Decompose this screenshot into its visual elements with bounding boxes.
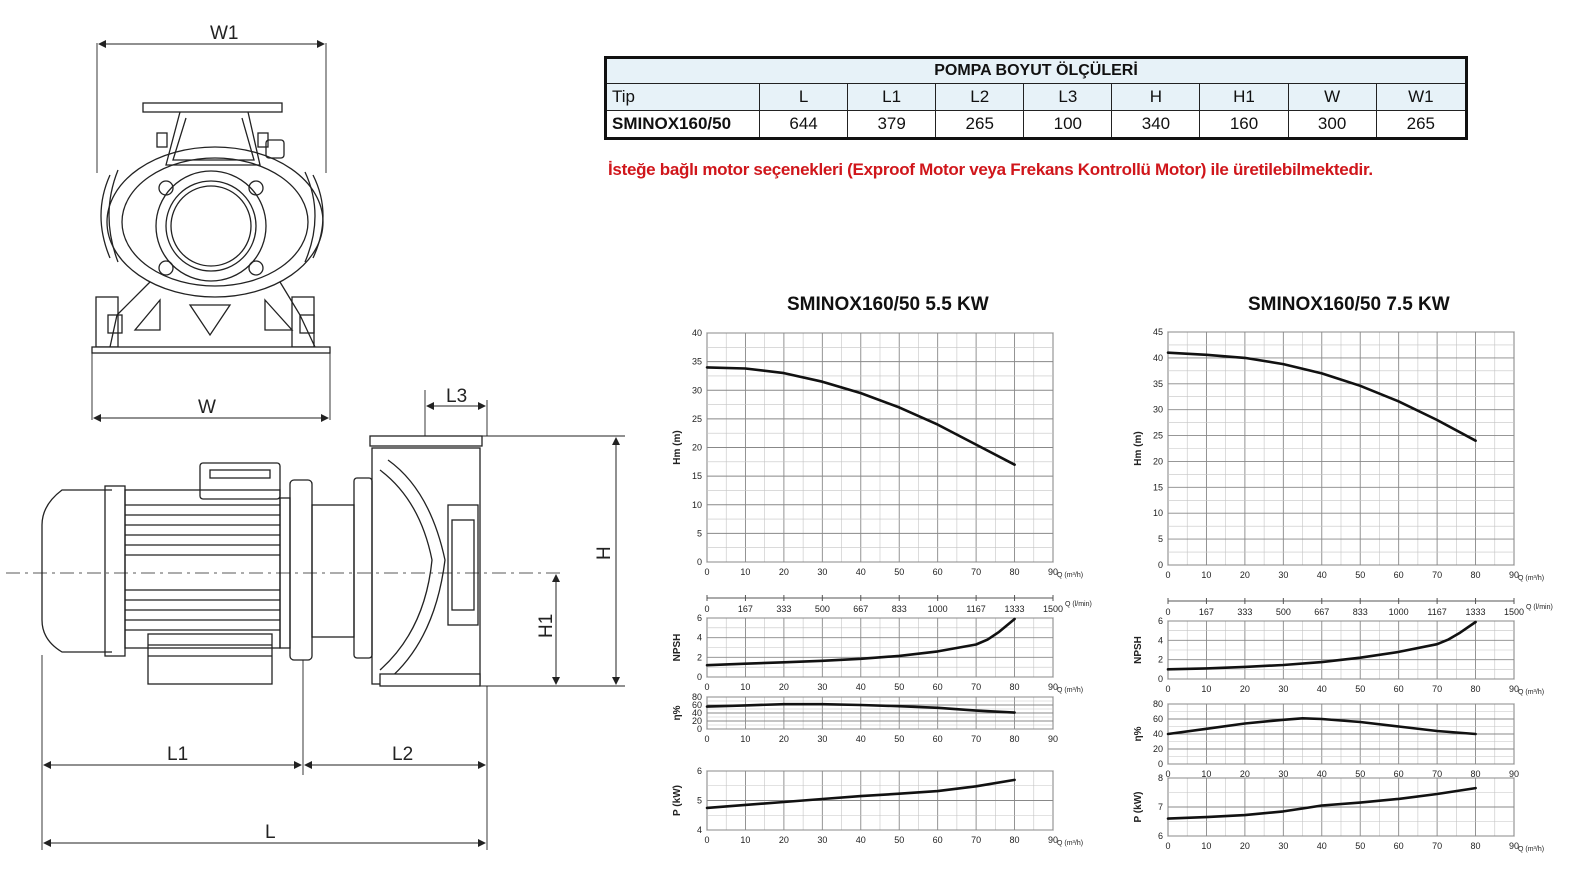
chart-5-5kw-npsh-ytick-label: 2 bbox=[696, 652, 702, 663]
chart-5-5kw-head-ytick-label: 30 bbox=[691, 385, 702, 396]
cell-l2: 265 bbox=[936, 111, 1024, 139]
chart-5-5kw-lmin-tick-label: 333 bbox=[776, 604, 792, 614]
chart-7-5kw-head-xtick-label: 10 bbox=[1201, 570, 1212, 580]
header-l: L bbox=[760, 84, 848, 111]
dim-label-l3: L3 bbox=[446, 386, 468, 407]
chart-5-5kw-efficiency-ytick-label: 40 bbox=[691, 708, 702, 718]
chart-5-5kw-head-xunit: Q (m³/h) bbox=[1057, 572, 1084, 579]
chart-5-5kw-npsh-xtick-label: 90 bbox=[1047, 682, 1059, 692]
cell-w: 300 bbox=[1288, 111, 1376, 139]
header-w1: W1 bbox=[1376, 84, 1466, 111]
chart-5-5kw-efficiency-xtick-label: 20 bbox=[778, 734, 789, 744]
cell-tip: SMINOX160/50 bbox=[606, 111, 760, 139]
chart-5-5kw-power-xtick-label: 50 bbox=[894, 835, 905, 845]
chart-5-5kw-npsh-xtick-label: 20 bbox=[778, 682, 789, 692]
chart-7-5kw-head-xunit: Q (m³/h) bbox=[1518, 575, 1545, 582]
chart-5-5kw-lmin-tick-label: 167 bbox=[737, 604, 753, 614]
chart-5-5kw-power-xtick-label: 60 bbox=[932, 835, 943, 845]
chart-5-5kw-power-xtick-label: 70 bbox=[971, 835, 982, 845]
chart-5-5kw-efficiency-xtick-label: 50 bbox=[894, 734, 905, 744]
chart-5-5kw-power-xtick-label: 30 bbox=[817, 835, 828, 845]
chart-7-5kw-head-ytick-label: 25 bbox=[1152, 430, 1163, 441]
chart-7-5kw-lmin-tick-label: 1167 bbox=[1427, 607, 1447, 617]
chart-7-5kw-head-ytick-label: 10 bbox=[1152, 508, 1163, 519]
chart-7-5kw-power-ytick-label: 7 bbox=[1157, 802, 1163, 812]
dim-label-l1: L1 bbox=[167, 744, 189, 765]
chart-7-5kw-efficiency-ytick-label: 80 bbox=[1152, 699, 1163, 709]
chart-7-5kw-efficiency-xtick-label: 0 bbox=[1165, 769, 1171, 779]
chart-7-5kw-head-ytick-label: 20 bbox=[1152, 456, 1163, 467]
cell-l1: 379 bbox=[848, 111, 936, 139]
chart-5-5kw-head-ylabel: Hm (m) bbox=[672, 430, 683, 465]
chart-5-5kw-lmin-tick-label: 833 bbox=[891, 604, 907, 614]
chart-7-5kw-head-ylabel: Hm (m) bbox=[1133, 431, 1144, 466]
chart-7-5kw-head-ytick-label: 15 bbox=[1152, 482, 1163, 493]
motor-options-note: İsteğe bağlı motor seçenekleri (Exproof Motor veya Frekans Kontrollü Motor) ile üretilebilmektedir. bbox=[608, 160, 1373, 179]
cell-w1: 265 bbox=[1376, 111, 1466, 139]
chart-7-5kw-efficiency-xtick-label: 80 bbox=[1470, 769, 1481, 779]
chart-5-5kw-npsh-xtick-label: 0 bbox=[704, 682, 710, 692]
chart-5-5kw-efficiency-ytick-label: 80 bbox=[691, 692, 702, 702]
chart-5-5kw-power-xtick-label: 20 bbox=[778, 835, 789, 845]
chart-5-5kw-head-ytick-label: 5 bbox=[696, 528, 702, 539]
chart-7-5kw-head-ytick-label: 45 bbox=[1152, 327, 1163, 337]
dim-label-h1: H1 bbox=[536, 613, 557, 638]
chart-5-5kw-power-xtick-label: 0 bbox=[704, 835, 710, 845]
chart-7-5kw-lmin-tick-label: 0 bbox=[1165, 607, 1171, 617]
chart-5-5kw-lmin-tick-label: 0 bbox=[704, 604, 710, 614]
chart-7-5kw-npsh-xtick-label: 30 bbox=[1278, 684, 1289, 694]
chart-7-5kw-efficiency-xtick-label: 50 bbox=[1355, 769, 1366, 779]
cell-l3: 100 bbox=[1024, 111, 1112, 139]
chart-7-5kw-lmin-tick-label: 500 bbox=[1275, 607, 1291, 617]
chart-5-5kw-head-xtick-label: 50 bbox=[894, 567, 905, 577]
chart-5-5kw-npsh-ylabel: NPSH bbox=[672, 633, 683, 662]
chart-5-5kw-npsh-xtick-label: 80 bbox=[1009, 682, 1020, 692]
chart-7-5kw-efficiency-xtick-label: 10 bbox=[1201, 769, 1212, 779]
chart-7-5kw-lmin-tick-label: 167 bbox=[1198, 607, 1214, 617]
dim-label-h: H bbox=[594, 546, 615, 560]
chart-5-5kw-head-xtick-label: 0 bbox=[704, 567, 710, 577]
chart-5-5kw-lmin-tick-label: 1500 bbox=[1042, 604, 1064, 614]
chart-5-5kw-head-ytick-label: 40 bbox=[691, 328, 702, 338]
chart-5-5kw-npsh-xtick-label: 60 bbox=[932, 682, 943, 692]
chart-5-5kw-lmin-tick-label: 1167 bbox=[966, 604, 986, 614]
chart-5-5kw-head-ytick-label: 35 bbox=[691, 356, 702, 367]
chart-7-5kw-power-xunit: Q (m³/h) bbox=[1518, 846, 1545, 853]
chart-5-5kw-head-ytick-label: 10 bbox=[691, 499, 702, 510]
chart-5-5kw-lmin-tick-label: 667 bbox=[853, 604, 869, 614]
chart-5-5kw-head-xtick-label: 40 bbox=[855, 567, 866, 577]
chart-5-5kw-npsh-xtick-label: 40 bbox=[855, 682, 866, 692]
chart-5-5kw-head-xtick-label: 60 bbox=[932, 567, 943, 577]
chart-5-5kw-efficiency-ytick-label: 60 bbox=[691, 700, 702, 710]
chart-7-5kw-npsh-xtick-label: 50 bbox=[1355, 684, 1366, 694]
chart-5-5kw-npsh-ytick-label: 0 bbox=[696, 672, 702, 682]
chart-7-5kw-efficiency-xtick-label: 40 bbox=[1316, 769, 1327, 779]
cell-l: 644 bbox=[760, 111, 848, 139]
chart-7-5kw-power-xtick-label: 80 bbox=[1470, 841, 1481, 851]
chart-5-5kw-lmin-tick-label: 500 bbox=[814, 604, 830, 614]
chart-7-5kw-head-xtick-label: 80 bbox=[1470, 570, 1481, 580]
chart-7-5kw-lmin-tick-label: 1333 bbox=[1465, 607, 1486, 617]
chart-7-5kw-head-ytick-label: 5 bbox=[1157, 534, 1163, 545]
dim-label-l: L bbox=[265, 822, 276, 843]
chart-7-5kw-npsh-xtick-label: 60 bbox=[1393, 684, 1404, 694]
chart-7-5kw-power-ytick-label: 6 bbox=[1157, 831, 1163, 841]
chart-7-5kw-npsh-ytick-label: 6 bbox=[1157, 616, 1163, 626]
chart-7-5kw-lmin-tick-label: 333 bbox=[1237, 607, 1253, 617]
chart-7-5kw-lmin-unit: Q (l/min) bbox=[1526, 604, 1553, 611]
chart-5-5kw-efficiency-xtick-label: 10 bbox=[740, 734, 751, 744]
chart-5-5kw-efficiency-xtick-label: 90 bbox=[1047, 734, 1059, 744]
chart-7-5kw-efficiency-xtick-label: 30 bbox=[1278, 769, 1289, 779]
chart-5-5kw-head-xtick-label: 20 bbox=[778, 567, 789, 577]
chart-7-5kw-power-xtick-label: 70 bbox=[1432, 841, 1443, 851]
chart-7-5kw-lmin-tick-label: 1000 bbox=[1388, 607, 1409, 617]
chart-7-5kw-head-ytick-label: 0 bbox=[1157, 560, 1163, 570]
chart-7-5kw-lmin-tick-label: 833 bbox=[1352, 607, 1368, 617]
chart-7-5kw-power-xtick-label: 30 bbox=[1278, 841, 1289, 851]
chart-7-5kw-npsh-ytick-label: 0 bbox=[1157, 674, 1163, 684]
chart-7-5kw-head-xtick-label: 70 bbox=[1432, 570, 1443, 580]
chart-7-5kw-head-ytick-label: 40 bbox=[1152, 352, 1163, 363]
chart-5-5kw-lmin-unit: Q (l/min) bbox=[1065, 601, 1092, 608]
chart-5-5kw-npsh-xtick-label: 50 bbox=[894, 682, 905, 692]
chart-5-5kw-efficiency-xtick-label: 70 bbox=[971, 734, 982, 744]
header-h: H bbox=[1112, 84, 1200, 111]
chart-5-5kw-npsh-xtick-label: 30 bbox=[817, 682, 828, 692]
chart-7-5kw-power-xtick-label: 40 bbox=[1316, 841, 1327, 851]
chart-7-5kw-efficiency-xtick-label: 60 bbox=[1393, 769, 1404, 779]
chart-7-5kw-head-xtick-label: 20 bbox=[1239, 570, 1250, 580]
chart-7-5kw-head-xtick-label: 90 bbox=[1508, 570, 1520, 580]
chart-5-5kw-npsh-ytick-label: 6 bbox=[696, 613, 702, 623]
chart-7-5kw-power-xtick-label: 20 bbox=[1239, 841, 1250, 851]
table-title: POMPA BOYUT ÖLÇÜLERİ bbox=[606, 58, 1467, 84]
chart-5-5kw-head-ytick-label: 0 bbox=[696, 557, 702, 567]
chart-7-5kw-power-xtick-label: 90 bbox=[1508, 841, 1520, 851]
chart-7-5kw-lmin-tick-label: 1500 bbox=[1503, 607, 1525, 617]
chart-7-5kw-power-ytick-label: 8 bbox=[1157, 773, 1163, 783]
cell-h1: 160 bbox=[1200, 111, 1288, 139]
chart-5-5kw-lmin-tick-label: 1333 bbox=[1004, 604, 1025, 614]
header-h1: H1 bbox=[1200, 84, 1288, 111]
header-l1: L1 bbox=[848, 84, 936, 111]
chart-7-5kw-power-ylabel: P (kW) bbox=[1133, 791, 1144, 823]
chart-7-5kw-power-xtick-label: 10 bbox=[1201, 841, 1212, 851]
dim-label-w1: W1 bbox=[210, 23, 239, 44]
chart-7-5kw-head-xtick-label: 0 bbox=[1165, 570, 1171, 580]
chart-5-5kw-efficiency-ytick-label: 20 bbox=[691, 716, 702, 726]
chart-7-5kw-efficiency-ytick-label: 40 bbox=[1152, 729, 1163, 739]
chart-title-7-5kw: SMINOX160/50 7.5 KW bbox=[1248, 294, 1450, 315]
chart-5-5kw-efficiency-ylabel: η% bbox=[672, 705, 683, 721]
chart-7-5kw-efficiency-ytick-label: 20 bbox=[1152, 744, 1163, 754]
header-l3: L3 bbox=[1024, 84, 1112, 111]
chart-5-5kw-head-xtick-label: 80 bbox=[1009, 567, 1020, 577]
chart-5-5kw-power-ytick-label: 5 bbox=[696, 795, 702, 806]
chart-5-5kw-efficiency-xtick-label: 30 bbox=[817, 734, 828, 744]
chart-7-5kw-head-xtick-label: 60 bbox=[1393, 570, 1404, 580]
chart-title-5-5kw: SMINOX160/50 5.5 KW bbox=[787, 294, 989, 315]
chart-7-5kw-power-xtick-label: 0 bbox=[1165, 841, 1171, 851]
chart-5-5kw-power-xtick-label: 80 bbox=[1009, 835, 1020, 845]
chart-7-5kw-npsh-ytick-label: 4 bbox=[1157, 635, 1163, 646]
chart-7-5kw-head-xtick-label: 30 bbox=[1278, 570, 1289, 580]
chart-7-5kw-npsh-xtick-label: 90 bbox=[1508, 684, 1520, 694]
chart-7-5kw-npsh-xtick-label: 20 bbox=[1239, 684, 1250, 694]
chart-7-5kw-head-ytick-label: 30 bbox=[1152, 404, 1163, 415]
chart-5-5kw-efficiency-xtick-label: 60 bbox=[932, 734, 943, 744]
chart-7-5kw-npsh-xtick-label: 0 bbox=[1165, 684, 1171, 694]
chart-7-5kw-efficiency-ytick-label: 60 bbox=[1152, 714, 1163, 724]
chart-5-5kw-power-xunit: Q (m³/h) bbox=[1057, 840, 1084, 847]
chart-5-5kw-npsh-xtick-label: 70 bbox=[971, 682, 982, 692]
chart-5-5kw-power-xtick-label: 90 bbox=[1047, 835, 1059, 845]
chart-5-5kw-npsh-xtick-label: 10 bbox=[740, 682, 751, 692]
chart-5-5kw-power-xtick-label: 10 bbox=[740, 835, 751, 845]
chart-7-5kw-npsh-xunit: Q (m³/h) bbox=[1518, 689, 1545, 696]
chart-7-5kw-npsh-xtick-label: 40 bbox=[1316, 684, 1327, 694]
chart-7-5kw-npsh-xtick-label: 10 bbox=[1201, 684, 1212, 694]
header-l2: L2 bbox=[936, 84, 1024, 111]
chart-7-5kw-npsh-xtick-label: 80 bbox=[1470, 684, 1481, 694]
chart-7-5kw-efficiency-xtick-label: 90 bbox=[1508, 769, 1520, 779]
chart-5-5kw-efficiency-xtick-label: 80 bbox=[1009, 734, 1020, 744]
chart-5-5kw-npsh-ytick-label: 4 bbox=[696, 632, 702, 643]
chart-7-5kw-head-ytick-label: 35 bbox=[1152, 378, 1163, 389]
chart-5-5kw-head-xtick-label: 70 bbox=[971, 567, 982, 577]
chart-5-5kw-npsh-xunit: Q (m³/h) bbox=[1057, 687, 1084, 694]
dim-label-l2: L2 bbox=[392, 744, 414, 765]
chart-7-5kw-power-xtick-label: 50 bbox=[1355, 841, 1366, 851]
chart-5-5kw-efficiency-xtick-label: 0 bbox=[704, 734, 710, 744]
chart-5-5kw-power-xtick-label: 40 bbox=[855, 835, 866, 845]
chart-7-5kw-power-xtick-label: 60 bbox=[1393, 841, 1404, 851]
cell-h: 340 bbox=[1112, 111, 1200, 139]
chart-5-5kw-power-ylabel: P (kW) bbox=[672, 785, 683, 816]
chart-7-5kw-head-xtick-label: 40 bbox=[1316, 570, 1327, 580]
chart-5-5kw-head-xtick-label: 30 bbox=[817, 567, 828, 577]
chart-5-5kw-head-ytick-label: 20 bbox=[691, 442, 702, 453]
chart-5-5kw-power-ytick-label: 4 bbox=[696, 825, 702, 835]
chart-7-5kw-efficiency-xtick-label: 70 bbox=[1432, 769, 1443, 779]
chart-7-5kw-efficiency-xtick-label: 20 bbox=[1239, 769, 1250, 779]
chart-5-5kw-head-xtick-label: 10 bbox=[740, 567, 751, 577]
header-tip: Tip bbox=[606, 84, 760, 111]
chart-7-5kw-lmin-tick-label: 667 bbox=[1314, 607, 1330, 617]
header-w: W bbox=[1288, 84, 1376, 111]
chart-5-5kw-head-ytick-label: 25 bbox=[691, 413, 702, 424]
chart-7-5kw-npsh-ytick-label: 2 bbox=[1157, 654, 1163, 665]
chart-5-5kw-head-xtick-label: 90 bbox=[1047, 567, 1059, 577]
chart-5-5kw-efficiency-xtick-label: 40 bbox=[855, 734, 866, 744]
chart-7-5kw-npsh-xtick-label: 70 bbox=[1432, 684, 1443, 694]
chart-5-5kw-head-ytick-label: 15 bbox=[691, 471, 702, 482]
chart-7-5kw-efficiency-ytick-label: 0 bbox=[1157, 759, 1163, 769]
chart-5-5kw-power-ytick-label: 6 bbox=[696, 766, 702, 776]
dim-label-w: W bbox=[198, 397, 216, 418]
chart-7-5kw-efficiency-ylabel: η% bbox=[1133, 726, 1144, 742]
chart-5-5kw-efficiency-ytick-label: 0 bbox=[696, 724, 702, 734]
chart-5-5kw-lmin-tick-label: 1000 bbox=[927, 604, 948, 614]
chart-7-5kw-head-xtick-label: 50 bbox=[1355, 570, 1366, 580]
chart-7-5kw-npsh-ylabel: NPSH bbox=[1133, 636, 1144, 664]
